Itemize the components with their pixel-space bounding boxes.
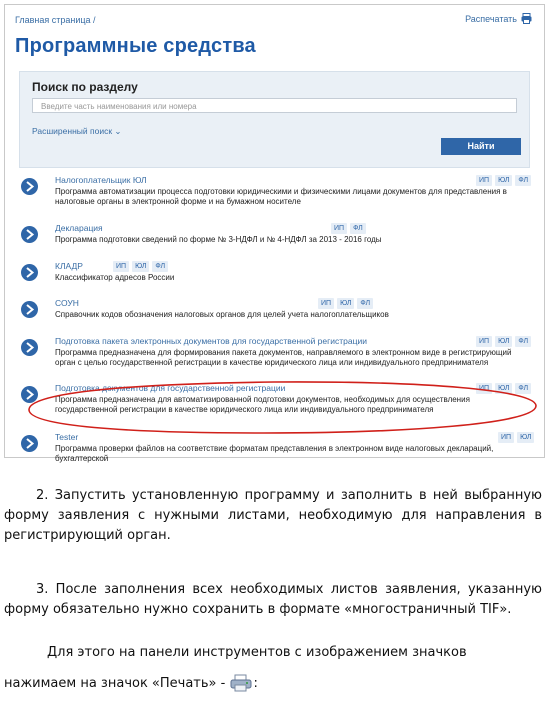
page-title: Программные средства xyxy=(15,35,256,57)
item-description: Программа автоматизации процесса подготовки юридическими и физическими лицами документов для представления в налоговые органы в электронной форме и на бумажном носителе xyxy=(55,187,507,206)
chevron-down-icon: ⌄ xyxy=(114,126,122,136)
item-description: Справочник кодов обозначения налоговых органов для целей учета налогоплательщиков xyxy=(55,310,389,319)
website-screenshot xyxy=(4,4,545,463)
step-2-paragraph: 2. Запустить установленную программу и заполнить в ней выбранную форму заявления с нужными листами, необходимую для направления в регистрирующий орган. xyxy=(4,488,542,543)
item-title[interactable]: Налогоплательщик ЮЛ xyxy=(55,175,147,185)
search-title: Поиск по разделу xyxy=(32,80,138,94)
tag-fl[interactable]: ФЛ xyxy=(357,298,373,309)
arrow-right-icon xyxy=(21,435,38,452)
search-input[interactable]: Введите часть наименования или номера xyxy=(32,98,517,113)
item-title[interactable]: КЛАДР xyxy=(55,261,83,271)
print-icon xyxy=(229,674,253,692)
print-instruction xyxy=(4,674,258,694)
tag-ip[interactable]: ИП xyxy=(331,223,347,234)
tag-ul[interactable]: ЮЛ xyxy=(132,261,149,272)
item-tags xyxy=(113,261,168,272)
print-instruction-colon: : xyxy=(253,676,258,691)
tag-ul[interactable]: ЮЛ xyxy=(517,432,534,443)
search-panel xyxy=(19,71,530,168)
item-title[interactable]: Подготовка пакета электронных документов для государственной регистрации xyxy=(55,336,367,346)
tag-fl[interactable]: ФЛ xyxy=(515,336,531,347)
item-title[interactable]: Tester xyxy=(55,432,79,442)
tag-ul[interactable]: ЮЛ xyxy=(495,336,512,347)
tag-ul[interactable]: ЮЛ xyxy=(495,383,512,394)
print-link-label: Распечатать xyxy=(465,13,517,24)
item-description: Программа проверки файлов на соответствие форматам представления в электронном виде налоговых деклараций, бухгалтерской xyxy=(55,444,494,463)
find-button[interactable]: Найти xyxy=(441,138,521,155)
arrow-right-icon xyxy=(21,301,38,318)
advanced-search-label: Расширенный поиск xyxy=(32,126,113,136)
toolbar-paragraph: Для этого на панели инструментов с изображением значков xyxy=(47,645,467,660)
item-tags xyxy=(331,223,366,234)
tag-ip[interactable]: ИП xyxy=(476,383,492,394)
tag-fl[interactable]: ФЛ xyxy=(515,383,531,394)
tag-ip[interactable]: ИП xyxy=(318,298,334,309)
printer-icon xyxy=(521,13,532,24)
print-link[interactable] xyxy=(465,13,532,24)
tag-fl[interactable]: ФЛ xyxy=(515,175,531,186)
arrow-right-icon xyxy=(21,226,38,243)
item-tags xyxy=(318,298,373,309)
breadcrumb[interactable]: Главная страница / xyxy=(15,15,96,25)
item-description: Программа предназначена для автоматизированной подготовки документов, необходимых для осуществления государственной регистрации в качестве юридического лица или индивидуального предпринимателя xyxy=(55,395,470,414)
arrow-right-icon xyxy=(21,339,38,356)
item-tags xyxy=(476,175,531,186)
tag-fl[interactable]: ФЛ xyxy=(152,261,168,272)
tag-ip[interactable]: ИП xyxy=(498,432,514,443)
tag-ul[interactable]: ЮЛ xyxy=(337,298,354,309)
tag-ip[interactable]: ИП xyxy=(113,261,129,272)
tag-fl[interactable]: ФЛ xyxy=(350,223,366,234)
step-3-paragraph: 3. После заполнения всех необходимых листов заявления, указанную форму обязательно нужно сохранить в формате «многостраничный TIF». xyxy=(4,582,542,617)
item-title[interactable]: СОУН xyxy=(55,298,79,308)
tag-ip[interactable]: ИП xyxy=(476,175,492,186)
print-instruction-text: нажимаем на значок «Печать» - xyxy=(4,676,230,691)
item-description: Программа предназначена для формирования пакета документов, направляемого в электронном виде в регистрирующий орган с целью государственной регистрации в качестве юридического лица или индивидуального предпринимателя xyxy=(55,348,512,367)
item-description: Программа подготовки сведений по форме № 3-НДФЛ и № 4-НДФЛ за 2013 - 2016 годы xyxy=(55,235,382,244)
tag-ul[interactable]: ЮЛ xyxy=(495,175,512,186)
item-tags xyxy=(476,336,531,347)
highlight-ellipse xyxy=(24,380,542,435)
arrow-right-icon xyxy=(21,178,38,195)
tag-ip[interactable]: ИП xyxy=(476,336,492,347)
item-title[interactable]: Декларация xyxy=(55,223,103,233)
item-title[interactable]: Подготовка документов для государственной регистрации xyxy=(55,383,286,393)
arrow-right-icon xyxy=(21,264,38,281)
advanced-search-link[interactable] xyxy=(32,126,122,137)
item-description: Классификатор адресов России xyxy=(55,273,175,282)
